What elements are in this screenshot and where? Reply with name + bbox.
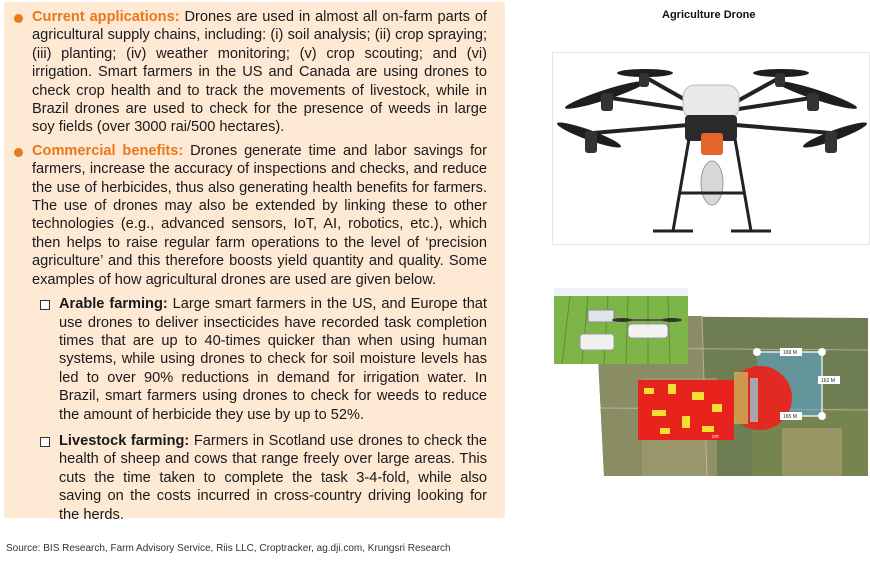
bullet-dot <box>14 148 23 157</box>
bullet-text: Drones generate time and labor savings for farmers, increase the accuracy of inspections and checks, and reduce the use of herbicides, thus also generating health benefits for farmers. The use of drones may also be extended by linking these to other technologies (e.g., advanced sensors, IoT, AI, robotics, etc.), which then helps to raise regular farm operations to the level of ‘precision agriculture’ and this therefore boosts yield quantity and quality. Some examples of how agricultural drones are used are given below. <box>32 142 487 288</box>
bullet-title: Current applications: <box>32 9 180 25</box>
sub-text: Farmers in Scotland use drones to check the health of sheep and cows that range freely over large areas. This cuts the time taken to complete the task 3-4-fold, while also saving on the costs incurred in cross-country driving looking for the herds. <box>59 432 487 523</box>
square-bullet-icon <box>40 300 50 310</box>
field-map-illustration <box>552 288 868 476</box>
text-panel <box>4 2 505 523</box>
source-note: Source: BIS Research, Farm Advisory Service, Riis LLC, Croptracker, ag.dji.com, Krungsri Research <box>6 543 451 554</box>
sub-title: Livestock farming: <box>59 432 190 449</box>
field-mapping-image <box>552 288 868 476</box>
map-label-1: 169 M <box>783 350 797 356</box>
bullet-current-applications <box>14 8 487 137</box>
square-bullet-icon <box>40 437 50 447</box>
sub-arable-farming <box>14 295 487 424</box>
map-label-2: 162 M <box>821 378 835 384</box>
bullet-text: Drones are used in almost all on-farm parts of agricultural supply chains, including: (i) soil analysis; (ii) crop spraying; (iii) planting; (iv) weather monitoring; (v) crop scouting; and (vi) irrigation. Smart farmers in the US and Canada are using drones to check crop health and to track the movements of livestock, while in Brazil drones are used to check for the presence of weeds in large soy fields (over 3000 rai/500 hectares). <box>32 9 487 136</box>
bullet-commercial-benefits <box>14 142 487 289</box>
map-label-3: 165 M <box>783 414 797 420</box>
drone-illustration <box>553 53 870 246</box>
sub-text: Large smart farmers in the US, and Europe that use drones to deliver insecticides have recorded task completion times that are up to 40-times quicker than when using human systems, while using drones to check for soil moisture levels has led to over 90% reductions in demand for irrigation water. In Brazil, smart farmers using drones to check for weeds to reduce the amount of herbicide they use by up to 52%. <box>59 296 487 423</box>
sub-title: Arable farming: <box>59 296 168 313</box>
sub-livestock-farming <box>14 432 487 524</box>
drone-image <box>552 52 870 245</box>
image-title: Agriculture Drone <box>662 9 756 21</box>
bullet-dot <box>14 14 23 23</box>
map-unit-label: cm <box>712 434 719 440</box>
bullet-title: Commercial benefits: <box>32 142 184 159</box>
